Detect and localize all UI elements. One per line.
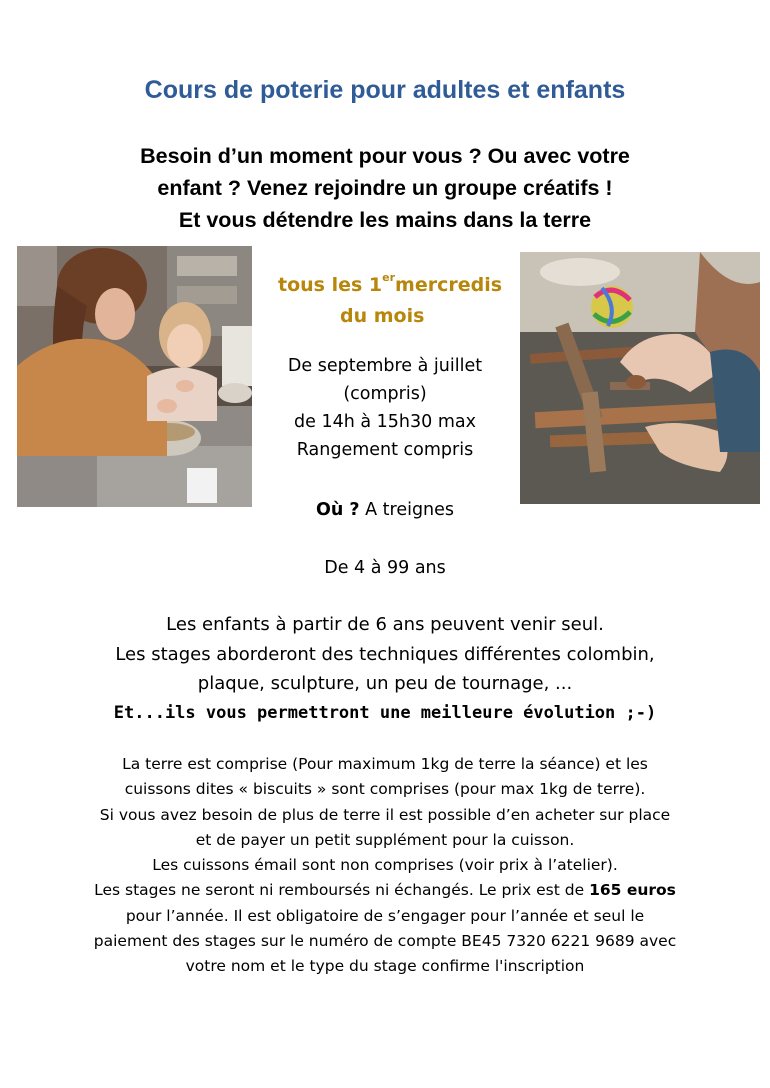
conditions-line: Les cuissons émail sont non comprises (voir prix à l’atelier). [152,856,618,875]
period-line: de 14h à 15h30 max [294,412,476,432]
intro-text [0,140,770,236]
period-line: (compris) [343,384,427,404]
intro-line: enfant ? Venez rejoindre un groupe créatifs ! [157,176,613,200]
price-prefix: Les stages ne seront ni remboursés ni échangés. Le prix est de [94,881,590,900]
photo-mother-child [17,246,252,507]
dates-prefix: tous les 1 [278,274,383,296]
page-title: Cours de poterie pour adultes et enfants [144,76,626,104]
conditions-line: votre nom et le type du stage confirme l'inscription [185,957,585,976]
location-label: Où ? [315,500,360,520]
period-line: Rangement compris [296,440,474,460]
intro-line: Besoin d’un moment pour vous ? Ou avec votre [140,144,630,168]
ages: De 4 à 99 ans [324,558,446,578]
details-block [0,610,770,728]
dates-sup: er [382,271,396,284]
conditions-line: paiement des stages sur le numéro de compte BE45 7320 6221 9689 avec [93,932,677,951]
intro-line: Et vous détendre les mains dans la terre [178,208,592,232]
schedule-days [260,262,530,332]
location [250,496,520,524]
conditions-line: et de payer un petit supplément pour la cuisson. [195,830,575,849]
conditions-line: La terre est comprise (Pour maximum 1kg de terre la séance) et les [122,755,648,773]
dates-suffix: mercredis [395,274,503,296]
details-line: plaque, sculpture, un peu de tournage, ... [197,673,573,694]
details-line: Les enfants à partir de 6 ans peuvent venir seul. [166,614,604,635]
conditions-line: cuissons dites « biscuits » sont comprises (pour max 1kg de terre). [124,780,646,799]
conditions-line: pour l’année. Il est obligatoire de s’engager pour l’année et seul le [125,906,645,925]
period-block [250,352,520,464]
conditions-block [0,752,770,980]
highlight-line: Et...ils vous permettront une meilleure évolution ;-) [113,702,657,723]
photo-hands-clay [520,252,760,504]
location-value: A treignes [359,500,455,520]
details-line: Les stages aborderont des techniques différentes colombin, [115,643,655,665]
dates-line2: du mois [340,305,425,327]
price-value: 165 euros [589,881,676,900]
price-line [0,878,770,903]
conditions-line: Si vous avez besoin de plus de terre il est possible d’en acheter sur place [99,805,671,824]
period-line: De septembre à juillet [287,356,483,376]
